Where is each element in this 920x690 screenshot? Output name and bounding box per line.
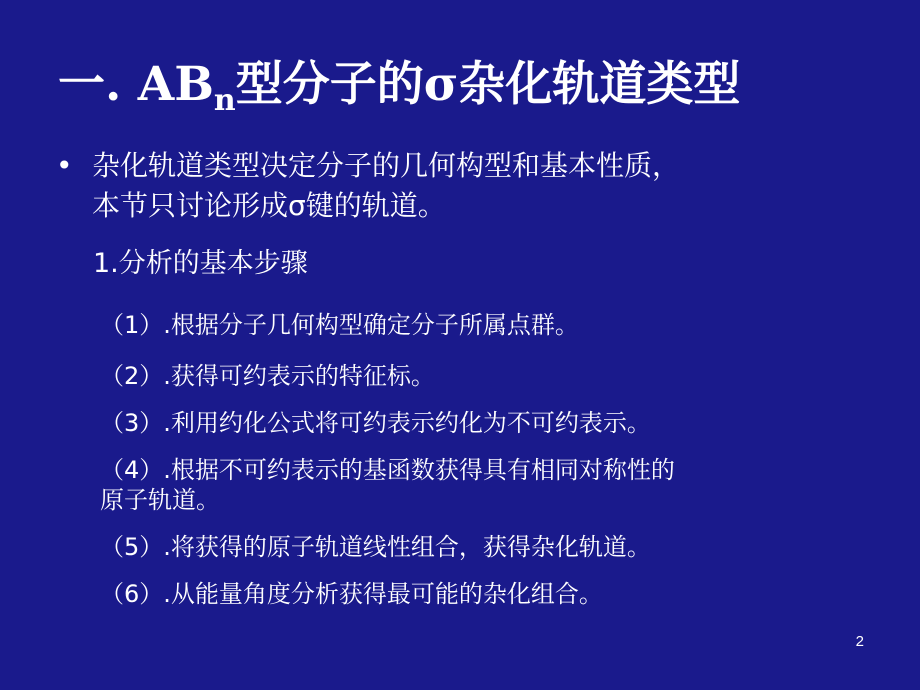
step-5-text: （5）.将获得的原子轨道线性组合，获得杂化轨道。	[100, 533, 651, 561]
step-4-text-line-1: （4）.根据不可约表示的基函数获得具有相同对称性的	[100, 456, 675, 484]
step-4-text-line-2: 原子轨道。	[100, 486, 220, 514]
bullet-dot-icon: •	[56, 149, 73, 182]
step-1-text: （1）.根据分子几何构型确定分子所属点群。	[100, 311, 579, 339]
title-prefix: 一. AB	[58, 57, 214, 112]
step-2-text: （2）.获得可约表示的特征标。	[100, 362, 435, 390]
step-item-3	[100, 408, 880, 438]
page-number: 2	[855, 633, 864, 650]
step-item-2	[100, 361, 880, 391]
title-subscript: n	[213, 83, 236, 118]
bullet-line-1: 杂化轨道类型决定分子的几何构型和基本性质，	[92, 149, 681, 182]
step-item-4	[100, 455, 880, 515]
slide-title	[58, 52, 898, 118]
step-item-1	[100, 310, 880, 340]
step-item-6	[100, 579, 880, 609]
bullet-line-2: 本节只讨论形成σ键的轨道。	[92, 189, 446, 222]
step-item-5	[100, 532, 880, 562]
bullet-text	[92, 146, 872, 226]
steps-heading: 1.分析的基本步骤	[93, 248, 308, 279]
step-6-text: （6）.从能量角度分析获得最可能的杂化组合。	[100, 580, 603, 608]
step-3-text: （3）.利用约化公式将可约表示约化为不可约表示。	[100, 409, 651, 437]
title-suffix: 型分子的σ杂化轨道类型	[235, 57, 741, 112]
